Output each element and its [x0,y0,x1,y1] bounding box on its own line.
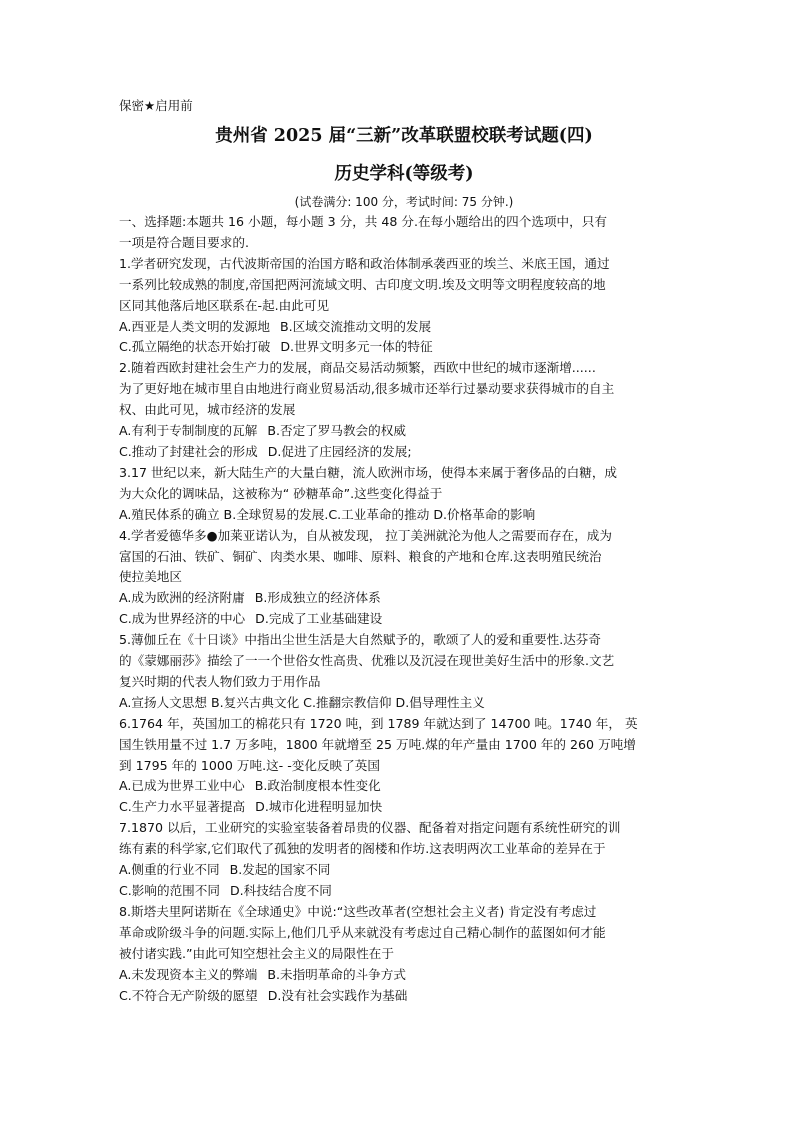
exam-subject: 历史学科(等级考) [334,164,474,184]
question-list [119,254,689,1007]
section-instructions [119,212,689,254]
option-row [119,797,689,818]
question-stem-line: 复兴时期的代表人物们致力于用作品 [119,673,321,689]
question-stem-line: 到 1795 年的 1000 万吨.这- -变化反映了英国 [119,757,380,773]
option[interactable]: C.不符合无产阶级的愿望 [119,987,258,1003]
option-row [119,317,689,338]
question-stem-line: 富国的石油、铁矿、铜矿、肉类水果、咖啡、原料、粮食的产地和仓库.这表明殖民统治 [119,548,602,564]
question-stem-line: 使拉美地区 [119,569,182,585]
option[interactable]: B.未指明革命的斗争方式 [267,966,406,982]
exam-page [119,96,689,1006]
option-row [119,965,689,986]
option[interactable]: C.成为世界经济的中心 [119,611,246,627]
option-row [119,421,689,442]
question-stem-line: 一系列比较成熟的制度,帝国把两河流域文明、古印度文明.埃及文明等文明程度较高的地 [119,276,606,292]
option-row [119,986,689,1007]
option[interactable]: B.否定了罗马教会的权威 [267,423,406,439]
instruction-line: 一、选择题:本题共 16 小题，每小题 3 分，共 48 分.在每小题给出的四个选项中，只有 [119,214,607,229]
option-row [119,505,689,526]
question-stem-line: 2.随着西欧封建社会生产力的发展，商品交易活动频繁，西欧中世纪的城市逐渐增...... [119,360,596,376]
option[interactable]: B.区域交流推动文明的发展 [279,318,432,334]
option[interactable]: C.影响的范围不同 [119,883,220,898]
question-stem-line: 6.1764 年，英国加工的棉花只有 1720 吨，到 1789 年就达到了 14700 吨。1740 年， 英 [119,715,638,731]
option[interactable]: D.没有社会实践作为基础 [267,987,408,1003]
question-stem-line: 被付诸实践.”由此可知空想社会主义的局限性在于 [119,945,394,961]
option-row [119,860,689,881]
option[interactable]: A.有利于专制制度的瓦解 [119,423,258,439]
question-stem-line: 1.学者研究发现，古代波斯帝国的治国方略和政治体制承袭西亚的埃兰、米底王国，通过 [119,255,610,271]
question-stem-line: 为大众化的调味品，这被称为“ 砂糖革命”.这些变化得益于 [119,485,443,501]
question-stem-line: 4.学者爱德华多●加莱亚诺认为，自从被发现， 拉丁美洲就沦为他人之需要而存在，成为 [119,527,612,543]
question-stem-line: 国生铁用量不过 1.7 万多吨，1800 年就增至 25 万吨.煤的年产量由 1700 年的 260 万吨增 [119,736,636,752]
option[interactable]: B.发起的国家不同 [229,862,331,878]
question-stem-line: 8.斯塔夫里阿诺斯在《全球通史》中说:“这些改革者(空想社会主义者) 肯定没有考虑过 [119,903,597,919]
question-stem-line: 3.17 世纪以来，新大陆生产的大量白糖，流人欧洲市场，使得本来属于奢侈品的白糖，成 [119,464,618,480]
instruction-line: 一项是符合题目要求的. [119,234,249,250]
question-stem-line: 革命或阶级斗争的问题.实际上,他们几乎从来就没有考虑过自己精心制作的蓝图如何才能 [119,924,606,940]
question-stem-line: 7.1870 以后，工业研究的实验室装备着昂贵的仪器、配备着对指定问题有系统性研究的训 [119,820,621,836]
question-stem-line: 5.薄伽丘在《十日谈》中指出尘世生活是大自然赋予的，歌颂了人的爱和重要性.达芬奇 [119,632,601,648]
question-stem-line: 练有素的科学家,它们取代了孤独的发明者的阁楼和作坊.这表明两次工业革命的差异在于 [119,841,606,857]
exam-meta: (试卷满分: 100 分，考试时间: 75 分钟.) [294,195,514,209]
option[interactable]: D.城市化进程明显加快 [255,799,383,815]
option[interactable]: C.孤立隔绝的状态开始打破 [119,339,271,355]
option[interactable]: A.殖民体系的确立 B.全球贸易的发展.C.工业革命的推动 D.价格革命的影响 [119,506,536,522]
question-8 [119,902,689,1007]
option[interactable]: B.形成独立的经济体系 [254,590,381,606]
question-stem-line: 为了更好地在城市里自由地进行商业贸易活动,很多城市还举行过暴动要求获得城市的自主 [119,381,615,397]
option-row [119,337,689,358]
option[interactable]: D.世界文明多元一体的特征 [280,339,433,355]
option[interactable]: B.政治制度根本性变化 [254,778,381,794]
option[interactable]: A.西亚是人类文明的发源地 [119,318,270,334]
exam-title: 贵州省 2025 届“三新”改革联盟校联考试题(四) [215,126,593,146]
question-2 [119,358,689,463]
option[interactable]: A.成为欧洲的经济附庸 [119,590,245,606]
option[interactable]: C.生产力水平显著提高 [119,799,246,815]
question-5 [119,630,689,714]
question-7 [119,818,689,902]
option[interactable]: A.已成为世界工业中心 [119,778,245,794]
option[interactable]: A.宣扬人文思想 B.复兴古典文化 C.推翻宗教信仰 D.倡导理性主义 [119,694,485,710]
confidential-label: 保密★启用前 [119,98,193,113]
option[interactable]: A.侧重的行业不同 [119,862,220,878]
option-row [119,609,689,630]
option[interactable]: D.促进了庄园经济的发展; [267,443,412,459]
option-row [119,776,689,797]
question-1 [119,254,689,359]
option[interactable]: C.推动了封建社会的形成 [119,443,258,459]
option[interactable]: D.科技结合度不同 [229,883,332,898]
option-row [119,881,689,902]
question-stem-line: 权、由此可见，城市经济的发展 [119,402,296,418]
option[interactable]: A.未发现资本主义的弊端 [119,966,258,982]
question-6 [119,714,689,819]
question-stem-line: 区同其他落后地区联系在-起.由此可见 [119,297,330,313]
option-row [119,442,689,463]
option-row [119,693,689,714]
option-row [119,588,689,609]
question-stem-line: 的《蒙娜丽莎》描绘了一一个世俗女性高贵、优雅以及沉浸在现世美好生活中的形象.文艺 [119,653,615,669]
option[interactable]: D.完成了工业基础建设 [255,611,383,627]
question-4 [119,526,689,631]
question-3 [119,463,689,526]
